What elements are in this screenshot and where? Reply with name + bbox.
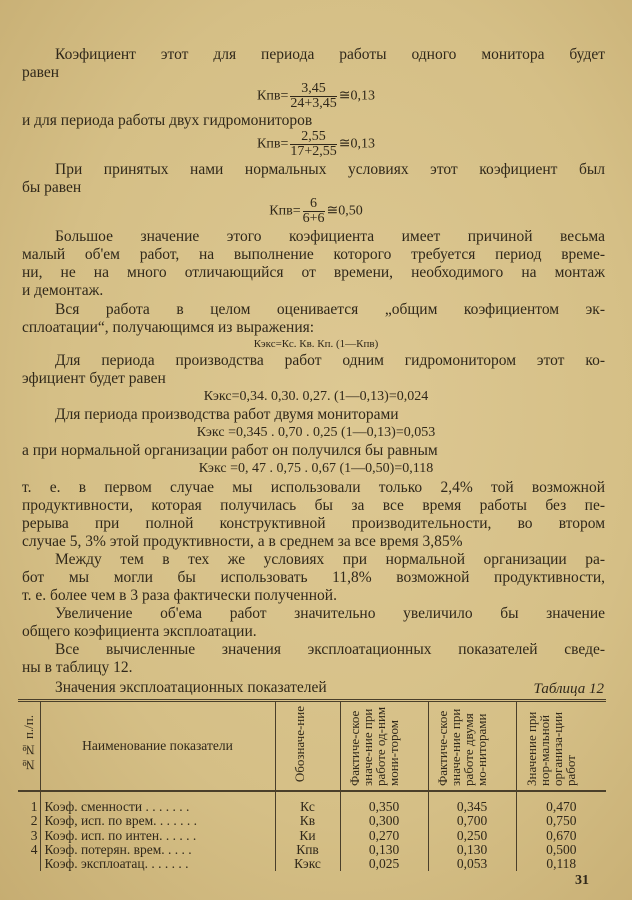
fraction (290, 130, 336, 159)
paragraph-1 (22, 46, 605, 82)
fraction (290, 82, 336, 111)
value-normal: 0,470 (516, 791, 606, 814)
fraction (303, 197, 325, 226)
table-number: Таблица 12 (533, 681, 604, 697)
value-normal: 0,750 (516, 814, 606, 828)
text-line: сплоатации“, получающимся из выражения: (22, 318, 315, 336)
value-one-monitor: 0,350 (340, 791, 428, 814)
table-row (18, 791, 606, 814)
header-one-monitor (340, 701, 428, 792)
paragraph-5 (22, 301, 605, 337)
header-label: №№ п./п. (21, 715, 37, 773)
text-line: равен (22, 63, 60, 81)
indicator-symbol: Кв (275, 814, 340, 828)
table-row (18, 829, 606, 843)
header-label: Наименование показатели (82, 738, 233, 753)
table-row (18, 814, 606, 828)
header-label: Фактиче-ское значе-ние при работе од-ним мони-тором (347, 706, 401, 786)
header-name (40, 701, 275, 792)
paragraph-10 (22, 551, 605, 605)
numerator: 2,55 (290, 130, 336, 145)
row-number: 4 (30, 841, 38, 857)
text-line: Для периода производства работ одним гидромонитором этот ко- (55, 352, 605, 369)
text-line: малый об'ем работ, на выполнение которого требуется период време- (22, 245, 605, 263)
numerator: 3,45 (290, 82, 336, 97)
row-number: 3 (30, 827, 38, 843)
value-two-monitors: 0,130 (428, 843, 516, 857)
formula-rhs: ≅0,50 (326, 203, 363, 219)
header-two-monitors (428, 701, 516, 792)
header-label: Обозначе-ние (291, 705, 307, 783)
text-line: Большое значение этого коэфициента имеет причиной весьма (55, 228, 605, 245)
value-two-monitors: 0,053 (428, 857, 516, 871)
formula-kpv-normal (0, 197, 632, 226)
indicator-name: Коэф. эксплоатац. . . . . . . (40, 857, 275, 871)
indicator-name: Коэф. исп. по интен. . . . . . (40, 829, 275, 843)
header-label: Значение при нор-мальной организа-ции работ (524, 711, 579, 786)
formula-kaks-normal: Кэкс =0, 47 . 0,75 . 0,67 (1—0,50)=0,118 (198, 461, 434, 476)
indicator-name: Коэф. сменности . . . . . . . (40, 791, 275, 814)
formula-lhs: Кпв= (257, 136, 289, 152)
text-line: Для периода производства работ двумя мониторами (55, 406, 399, 423)
paragraph-11 (22, 605, 605, 641)
paragraph-6 (22, 352, 605, 388)
row-number (18, 857, 40, 871)
text-line: Вся работа в целом оценивается „общим коэфициентом эк- (55, 301, 605, 318)
table-row (18, 843, 606, 857)
value-one-monitor: 0,025 (340, 857, 428, 871)
denominator: 24+3,45 (290, 96, 337, 111)
text-line: бот мы могли бы использовать 11,8% возможной продуктивности, (22, 568, 605, 586)
value-one-monitor: 0,130 (340, 843, 428, 857)
row-number: 2 (30, 813, 38, 829)
table-row (18, 857, 606, 871)
text-line: При принятых нами нормальных условиях этот коэфициент был (55, 161, 605, 178)
text-line: Коэфициент этот для периода работы одного монитора будет (55, 46, 605, 63)
indicator-symbol: Ки (275, 829, 340, 843)
text-line: и для периода работы двух гидромониторов (22, 112, 313, 129)
value-two-monitors: 0,345 (428, 791, 516, 814)
row-number: 1 (30, 799, 38, 814)
denominator: 17+2,55 (290, 144, 337, 159)
table-header-row (18, 701, 606, 792)
denominator: 6+6 (302, 211, 325, 226)
text-line: случае 5, 3% этой продуктивности, а в среднем за все время 3,85% (22, 532, 463, 550)
indicator-name: Коэф. потерян. врем. . . . . (40, 843, 275, 857)
indicator-symbol: Кпв (275, 843, 340, 857)
indicator-symbol: Кс (275, 791, 340, 814)
text-line: бы равен (22, 178, 82, 196)
text-line: общего коэфициента эксплоатации. (22, 622, 257, 640)
paragraph-9 (22, 479, 605, 551)
value-two-monitors: 0,700 (428, 814, 516, 828)
formula-rhs: ≅0,13 (338, 136, 375, 152)
paragraph-12 (22, 641, 605, 677)
page-number: 31 (575, 873, 589, 888)
header-label: Фактиче-ское значе-ние при работе двумя мо-ниторами (435, 708, 489, 786)
table-caption: Значения эксплоатационных показателей (55, 679, 327, 696)
paragraph-8 (22, 442, 605, 460)
header-normal (516, 701, 606, 792)
formula-lhs: Кпв= (269, 203, 301, 219)
formula-kpv-one (0, 82, 632, 111)
paragraph-3 (22, 161, 605, 197)
header-number (18, 701, 40, 792)
text-line: и демонтаж. (22, 281, 104, 299)
paragraph-2 (22, 112, 605, 130)
value-normal: 0,500 (516, 843, 606, 857)
header-symbol (275, 701, 340, 792)
text-line: а при нормальной организации работ он получился бы равным (22, 442, 438, 459)
text-line: т. е. в первом случае мы использовали только 2,4% той возможной (22, 479, 605, 496)
text-line: Все вычисленные значения эксплоатационных показателей сведе- (55, 641, 605, 658)
text-line: продуктивности, которая получилась бы за все время работы без пе- (22, 496, 605, 514)
indicator-symbol: Кэкс (275, 857, 340, 871)
value-two-monitors: 0,250 (428, 829, 516, 843)
value-one-monitor: 0,300 (340, 814, 428, 828)
numerator: 6 (303, 197, 325, 212)
formula-lhs: Кпв= (257, 88, 289, 104)
text-line: Увеличение об'ема работ значительно увеличило бы значение (55, 605, 605, 622)
formula-rhs: ≅0,13 (338, 88, 375, 104)
paragraph-7 (22, 406, 605, 424)
text-line: т. е. более чем в 3 раза фактически полученной. (22, 586, 337, 604)
value-normal: 0,670 (516, 829, 606, 843)
text-line: Между тем в тех же условиях при нормальной организации ра- (55, 551, 605, 568)
text-line: ны в таблицу 12. (22, 658, 133, 676)
value-normal: 0,118 (516, 857, 606, 871)
formula-kaks-general: Кэкс=Кс. Кв. Кп. (1—Кпв) (253, 338, 379, 350)
formula-kpv-two (0, 130, 632, 159)
indicators-table (18, 699, 606, 871)
text-line: ни, не на много отличающийся от времени, необходимого на монтаж (22, 263, 605, 281)
indicator-name: Коэф, исп. по врем. . . . . . . (40, 814, 275, 828)
value-one-monitor: 0,270 (340, 829, 428, 843)
text-line: эфициент будет равен (22, 369, 166, 387)
formula-kaks-two: Кэкс =0,345 . 0,70 . 0,25 (1—0,13)=0,053 (196, 425, 436, 440)
formula-kaks-one: Кэкс=0,34. 0,30. 0,27. (1—0,13)=0,024 (203, 389, 429, 404)
paragraph-4 (22, 228, 605, 300)
text-line: рерыва при полной конструктивной производительности, во втором (22, 514, 605, 532)
